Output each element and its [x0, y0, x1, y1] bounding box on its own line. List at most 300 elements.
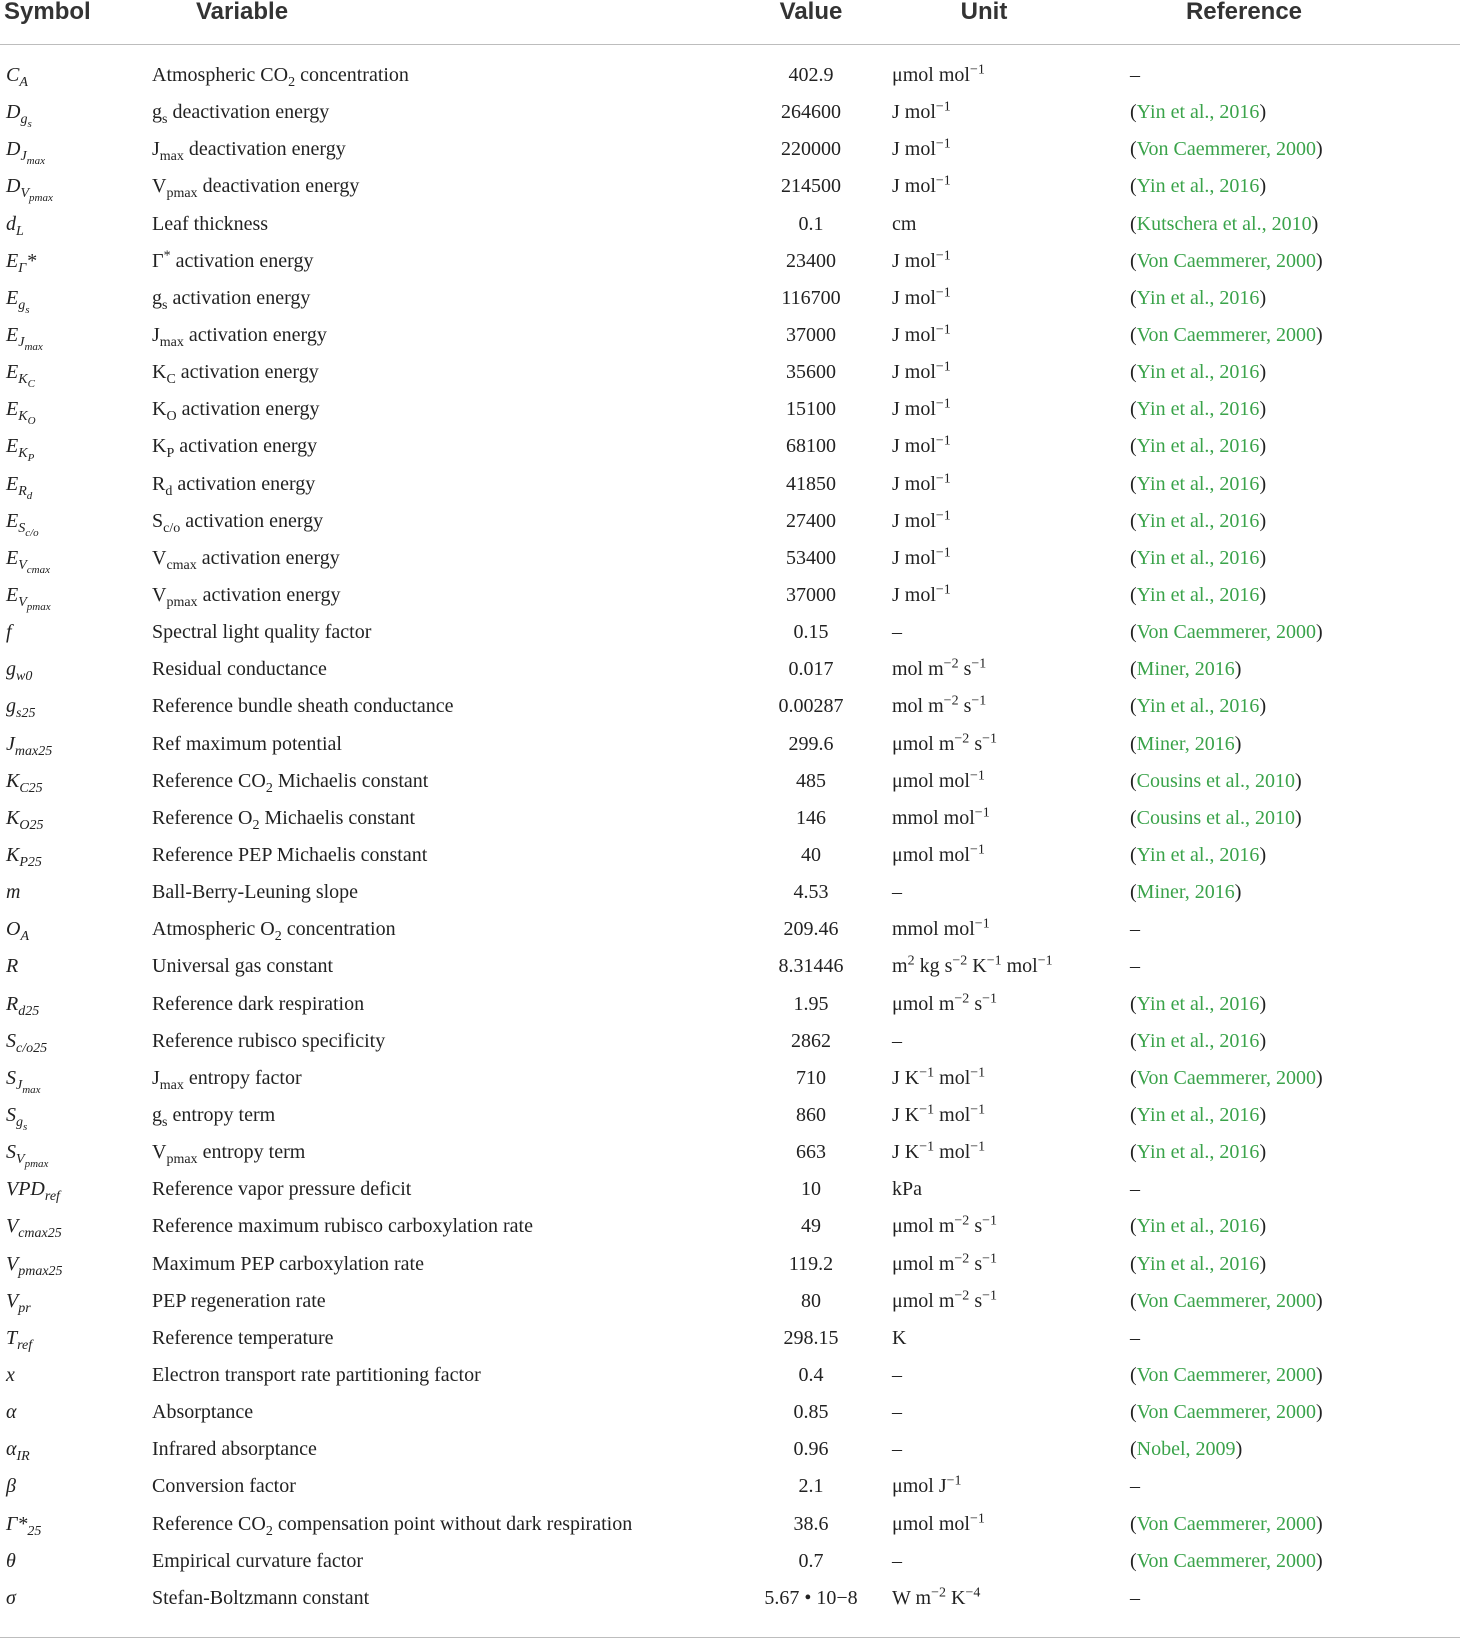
cell-reference[interactable]: [1118, 1394, 1460, 1431]
reference-link[interactable]: Yin et al., 2016: [1136, 361, 1260, 384]
cell-value: 209.46: [783, 918, 839, 941]
symbol-base: E: [6, 398, 19, 421]
table-row: [0, 837, 1460, 874]
table-row: [0, 1283, 1460, 1320]
reference-link[interactable]: Yin et al., 2016: [1136, 992, 1260, 1015]
cell-reference[interactable]: [1118, 1208, 1460, 1245]
header-symbol: Symbol: [0, 0, 148, 45]
cell-value: 35600: [786, 361, 836, 384]
cell-value: 2.1: [798, 1475, 824, 1498]
reference-paren-close: ): [1259, 1141, 1267, 1164]
symbol-suffix: *: [26, 249, 37, 272]
cell-reference[interactable]: [1118, 651, 1460, 688]
cell-value: 4.53: [793, 881, 829, 904]
reference-paren-close: ): [1316, 1549, 1323, 1572]
cell-symbol: [0, 243, 148, 280]
cell-symbol: [0, 1208, 148, 1245]
reference-paren-open: (: [1130, 472, 1137, 495]
cell-reference[interactable]: [1118, 354, 1460, 391]
symbol-base: θ: [6, 1549, 16, 1572]
reference-paren-close: ): [1259, 1215, 1267, 1238]
reference-paren-close: ): [1235, 1438, 1243, 1461]
cell-symbol: [0, 540, 148, 577]
reference-paren-open: (: [1130, 1363, 1137, 1386]
cell-reference[interactable]: [1118, 986, 1460, 1023]
symbol-base: σ: [6, 1586, 16, 1609]
reference-link[interactable]: Miner, 2016: [1136, 732, 1235, 755]
reference-link[interactable]: Miner, 2016: [1136, 658, 1235, 681]
table-row: [0, 391, 1460, 428]
cell-value: 80: [801, 1289, 821, 1312]
reference-link[interactable]: Von Caemmerer, 2000: [1136, 138, 1317, 161]
cell-symbol: [0, 1431, 148, 1468]
cell-value: 299.6: [788, 732, 834, 755]
cell-reference[interactable]: [1118, 1431, 1460, 1468]
symbol-base: E: [6, 324, 19, 347]
cell-reference[interactable]: [1118, 874, 1460, 911]
reference-link[interactable]: Yin et al., 2016: [1136, 1029, 1260, 1052]
cell-unit: –: [892, 621, 902, 644]
reference-paren-close: ): [1259, 584, 1267, 607]
reference-link[interactable]: Yin et al., 2016: [1136, 286, 1260, 309]
reference-link[interactable]: Von Caemmerer, 2000: [1136, 1401, 1317, 1424]
cell-symbol: [0, 1246, 148, 1283]
cell-reference[interactable]: [1118, 1134, 1460, 1171]
cell-reference[interactable]: [1118, 688, 1460, 725]
symbol-subscript: Vpmax: [16, 1152, 49, 1170]
cell-unit: μmol $m^{-2}$ $s^{-1}$: [892, 1213, 998, 1238]
cell-value: 264600: [781, 101, 841, 124]
cell-symbol: [0, 1543, 148, 1580]
cell-reference[interactable]: [1118, 1505, 1460, 1542]
reference-paren-close: ): [1234, 881, 1242, 904]
reference-paren-open: (: [1130, 509, 1137, 532]
cell-reference[interactable]: [1118, 577, 1460, 614]
reference-link[interactable]: Yin et al., 2016: [1136, 1252, 1260, 1275]
reference-link[interactable]: Von Caemmerer, 2000: [1136, 1549, 1317, 1572]
reference-paren-open: (: [1130, 324, 1137, 347]
header-reference: Reference: [1118, 0, 1460, 45]
symbol-subscript: s25: [16, 706, 36, 722]
cell-reference: –: [1130, 1326, 1140, 1349]
table-bottom-rule: [0, 1637, 1460, 1638]
cell-variable: Reference maximum rubisco carboxylation rate: [152, 1215, 533, 1238]
cell-unit: J mol$^{-1}$: [892, 508, 951, 532]
cell-variable: Infrared absorptance: [152, 1438, 317, 1461]
cell-variable: Atmospheric $CO_2$ concentration: [152, 64, 409, 91]
reference-paren-close: ): [1316, 1512, 1323, 1535]
reference-paren-open: (: [1130, 212, 1137, 235]
reference-paren-close: ): [1234, 732, 1242, 755]
reference-paren-close: ): [1234, 658, 1242, 681]
cell-value: 485: [796, 769, 826, 792]
table-row: [0, 1543, 1460, 1580]
table-row: [0, 466, 1460, 503]
reference-link[interactable]: Nobel, 2009: [1136, 1438, 1236, 1461]
table-row: [0, 651, 1460, 688]
reference-link[interactable]: Yin et al., 2016: [1136, 584, 1260, 607]
cell-variable: $V_{pmax}$ activation energy: [152, 584, 341, 611]
cell-symbol: [0, 1320, 148, 1357]
symbol-base: C: [6, 64, 20, 87]
reference-paren-close: ): [1259, 1104, 1267, 1126]
cell-reference[interactable]: [1118, 763, 1460, 800]
cell-unit: μmol $m^{-2}$ $s^{-1}$: [892, 990, 998, 1015]
reference-paren-open: (: [1130, 806, 1137, 829]
reference-link[interactable]: Yin et al., 2016: [1136, 546, 1260, 569]
cell-reference[interactable]: [1118, 131, 1460, 168]
cell-variable: Reference dark respiration: [152, 992, 365, 1015]
cell-unit: J $K^{-1}$ mol$^{-1}$: [892, 1065, 986, 1089]
reference-link[interactable]: Yin et al., 2016: [1136, 1215, 1260, 1238]
table-row: [0, 503, 1460, 540]
symbol-subscript: Jmax: [20, 149, 45, 168]
reference-paren-open: (: [1130, 138, 1137, 161]
table-row: [0, 948, 1460, 985]
table-row: [0, 614, 1460, 651]
table-row: [0, 1246, 1460, 1283]
symbol-subscript: ref: [44, 1189, 60, 1205]
table-row: [0, 1060, 1460, 1097]
symbol-base: d: [6, 212, 16, 235]
cell-symbol: [0, 1505, 148, 1542]
reference-paren-close: ): [1259, 509, 1267, 532]
reference-link[interactable]: Cousins et al., 2010: [1136, 806, 1296, 829]
symbol-base: g: [6, 695, 16, 718]
cell-variable: Atmospheric $O_2$ concentration: [152, 918, 396, 945]
symbol-subscript: pmax25: [18, 1263, 63, 1279]
cell-unit: mol $m^{-2}$ $s^{-1}$: [892, 693, 987, 718]
reference-link[interactable]: Yin et al., 2016: [1136, 398, 1260, 421]
cell-variable: $V_{pmax}$ deactivation energy: [152, 175, 360, 202]
reference-link[interactable]: Cousins et al., 2010: [1136, 769, 1296, 792]
reference-paren-open: (: [1130, 621, 1137, 644]
cell-value: 40: [801, 844, 821, 867]
cell-value: 710: [796, 1066, 826, 1089]
symbol-subscript: Sc/o: [18, 520, 39, 539]
reference-link[interactable]: Yin et al., 2016: [1136, 175, 1260, 198]
reference-link[interactable]: Kutschera et al., 2010: [1136, 212, 1312, 235]
cell-variable: Γ* activation energy: [152, 248, 314, 272]
symbol-subscript: w0: [16, 669, 33, 685]
cell-variable: $J_{max}$ deactivation energy: [152, 138, 346, 165]
cell-reference[interactable]: [1118, 1283, 1460, 1320]
cell-symbol: [0, 837, 148, 874]
table-row: [0, 726, 1460, 763]
reference-link[interactable]: Miner, 2016: [1136, 881, 1235, 904]
reference-paren-open: (: [1130, 361, 1137, 384]
cell-variable: $g_s$ deactivation energy: [152, 101, 330, 128]
symbol-subscript: ref: [17, 1337, 33, 1353]
reference-paren-open: (: [1130, 584, 1137, 607]
table-row: [0, 1023, 1460, 1060]
reference-paren-open: (: [1130, 1029, 1137, 1052]
cell-variable: Reference $CO_2$ Michaelis constant: [152, 769, 429, 796]
reference-paren-close: ): [1259, 992, 1267, 1015]
reference-paren-open: (: [1130, 1438, 1137, 1461]
cell-reference[interactable]: [1118, 614, 1460, 651]
cell-unit: J mol$^{-1}$: [892, 136, 951, 161]
cell-variable: Absorptance: [152, 1401, 254, 1424]
cell-variable: $V_{pmax}$ entropy term: [152, 1141, 306, 1168]
reference-paren-open: (: [1130, 844, 1137, 867]
cell-unit: mmol mol$^{-1}$: [892, 916, 990, 941]
cell-symbol: [0, 1134, 148, 1171]
cell-reference[interactable]: [1118, 1543, 1460, 1580]
reference-paren-open: (: [1130, 435, 1137, 458]
cell-unit: mol $m^{-2}$ $s^{-1}$: [892, 656, 987, 681]
cell-symbol: [0, 1468, 148, 1505]
cell-variable: $R_d$ activation energy: [152, 472, 316, 499]
reference-paren-open: (: [1130, 1066, 1137, 1089]
reference-link[interactable]: Von Caemmerer, 2000: [1136, 1289, 1317, 1312]
symbol-base: α: [6, 1401, 17, 1424]
reference-link[interactable]: Yin et al., 2016: [1136, 1104, 1260, 1126]
cell-unit: J $K^{-1}$ mol$^{-1}$: [892, 1139, 986, 1164]
cell-unit: J mol$^{-1}$: [892, 545, 951, 569]
reference-link[interactable]: Yin et al., 2016: [1136, 472, 1260, 495]
cell-reference[interactable]: [1118, 94, 1460, 131]
symbol-base: S: [6, 1066, 16, 1089]
header-variable: Variable: [148, 0, 744, 45]
cell-reference[interactable]: [1118, 317, 1460, 354]
symbol-base: m: [6, 881, 21, 904]
table-row: [0, 911, 1460, 948]
cell-variable: Stefan-Boltzmann constant: [152, 1586, 370, 1609]
table-row: [0, 280, 1460, 317]
cell-value: 38.6: [793, 1512, 829, 1535]
reference-link[interactable]: Von Caemmerer, 2000: [1136, 324, 1317, 347]
symbol-subscript: P25: [19, 855, 42, 871]
reference-link[interactable]: Yin et al., 2016: [1136, 844, 1260, 867]
cell-reference[interactable]: [1118, 837, 1460, 874]
header-row: [0, 0, 1460, 45]
cell-unit: –: [892, 1029, 902, 1052]
cell-symbol: [0, 206, 148, 243]
reference-paren-open: (: [1130, 769, 1137, 792]
cell-reference[interactable]: [1118, 726, 1460, 763]
symbol-subscript: Vpmax: [20, 186, 53, 205]
symbol-base: E: [6, 361, 19, 384]
cell-symbol: [0, 651, 148, 688]
reference-paren-open: (: [1130, 249, 1137, 272]
table-row: [0, 763, 1460, 800]
cell-value: 116700: [781, 286, 841, 309]
symbol-subscript: 25: [27, 1523, 42, 1539]
symbol-subscript: O25: [19, 817, 44, 833]
reference-paren-close: ): [1311, 212, 1319, 235]
table-row: [0, 688, 1460, 725]
cell-reference[interactable]: [1118, 800, 1460, 837]
symbol-subscript: Vpmax: [18, 595, 51, 613]
cell-variable: $V_{cmax}$ activation energy: [152, 546, 340, 573]
cell-value: 53400: [786, 546, 836, 569]
cell-variable: Reference PEP Michaelis constant: [152, 844, 428, 867]
symbol-base: D: [6, 101, 21, 124]
reference-paren-open: (: [1130, 695, 1137, 718]
cell-unit: J $K^{-1}$ mol$^{-1}$: [892, 1102, 986, 1126]
cell-symbol: [0, 1394, 148, 1431]
symbol-base: g: [6, 658, 16, 681]
symbol-base: E: [6, 472, 19, 495]
cell-reference[interactable]: [1118, 280, 1460, 317]
cell-value: 37000: [786, 324, 836, 347]
symbol-subscript: pr: [18, 1300, 31, 1316]
symbol-subscript: Jmax: [18, 335, 43, 353]
cell-reference[interactable]: [1118, 1023, 1460, 1060]
cell-unit: J mol$^{-1}$: [892, 173, 951, 198]
cell-variable: Reference vapor pressure deficit: [152, 1178, 412, 1201]
cell-unit: –: [892, 1549, 902, 1572]
reference-paren-close: ): [1316, 1401, 1323, 1424]
reference-link[interactable]: Yin et al., 2016: [1136, 101, 1260, 124]
reference-paren-close: ): [1259, 1029, 1267, 1052]
cell-variable: Reference rubisco specificity: [152, 1029, 386, 1052]
reference-paren-open: (: [1130, 1289, 1137, 1312]
cell-value: 8.31446: [778, 955, 844, 978]
cell-variable: $K_P$ activation energy: [152, 435, 318, 462]
symbol-base: E: [6, 509, 19, 532]
symbol-base: β: [6, 1475, 16, 1498]
cell-unit: W $m^{-2}$ $K^{-4}$: [892, 1585, 981, 1609]
symbol-base: V: [6, 1215, 19, 1238]
symbol-subscript: gs: [20, 112, 32, 130]
reference-paren-open: (: [1130, 1512, 1137, 1535]
cell-reference[interactable]: [1118, 1246, 1460, 1283]
cell-symbol: [0, 1023, 148, 1060]
table-row: [0, 1134, 1460, 1171]
cell-value: 0.15: [793, 621, 829, 644]
cell-symbol: [0, 986, 148, 1023]
cell-value: 41850: [786, 472, 836, 495]
reference-link[interactable]: Yin et al., 2016: [1136, 1141, 1260, 1164]
reference-paren-open: (: [1130, 732, 1137, 755]
symbol-subscript: Vcmax: [18, 557, 50, 576]
symbol-subscript: A: [20, 929, 30, 945]
cell-variable: Reference $O_2$ Michaelis constant: [152, 806, 416, 833]
cell-unit: J mol$^{-1}$: [892, 582, 951, 607]
reference-link[interactable]: Yin et al., 2016: [1136, 435, 1260, 458]
symbol-base: f: [6, 621, 12, 644]
reference-link[interactable]: Von Caemmerer, 2000: [1136, 249, 1317, 272]
reference-paren-open: (: [1130, 1141, 1137, 1164]
cell-reference[interactable]: [1118, 391, 1460, 428]
cell-unit: K: [892, 1326, 907, 1349]
reference-paren-close: ): [1259, 101, 1267, 124]
symbol-subscript: cmax25: [18, 1226, 62, 1242]
symbol-base: V: [6, 1289, 19, 1312]
cell-unit: $m^2$ kg $s^{-2}$ $K^{-1}$ mol$^{-1}$: [892, 953, 1053, 978]
symbol-base: O: [6, 918, 21, 941]
table-row: [0, 1097, 1460, 1134]
cell-reference: –: [1130, 918, 1140, 941]
reference-paren-open: (: [1130, 101, 1137, 124]
table-row: [0, 243, 1460, 280]
reference-link[interactable]: Von Caemmerer, 2000: [1136, 621, 1317, 644]
cell-variable: Conversion factor: [152, 1475, 296, 1498]
cell-unit: μmol $J^{-1}$: [892, 1473, 962, 1498]
cell-reference: –: [1130, 1178, 1140, 1201]
cell-reference[interactable]: [1118, 168, 1460, 205]
reference-link[interactable]: Yin et al., 2016: [1136, 695, 1260, 718]
symbol-base: E: [6, 286, 19, 309]
symbol-subscript: gs: [18, 297, 30, 316]
reference-paren-close: ): [1259, 175, 1267, 198]
cell-unit: J mol$^{-1}$: [892, 433, 951, 458]
cell-unit: –: [892, 1438, 902, 1461]
cell-reference[interactable]: [1118, 1060, 1460, 1097]
header-value: Value: [744, 0, 878, 45]
cell-variable: Ball-Berry-Leuning slope: [152, 881, 359, 904]
cell-value: 15100: [786, 398, 836, 421]
table-header: [0, 0, 1460, 45]
cell-symbol: [0, 280, 148, 317]
cell-variable: Electron transport rate partitioning factor: [152, 1363, 481, 1386]
cell-value: 1.95: [793, 992, 829, 1015]
reference-link[interactable]: Von Caemmerer, 2000: [1136, 1363, 1317, 1386]
symbol-base: J: [6, 732, 15, 755]
cell-unit: –: [892, 881, 902, 904]
reference-link[interactable]: Von Caemmerer, 2000: [1136, 1512, 1317, 1535]
cell-symbol: [0, 911, 148, 948]
cell-reference[interactable]: [1118, 1357, 1460, 1394]
cell-symbol: [0, 131, 148, 168]
reference-paren-open: (: [1130, 286, 1137, 309]
cell-reference[interactable]: [1118, 1097, 1460, 1134]
cell-reference[interactable]: [1118, 503, 1460, 540]
cell-symbol: [0, 1060, 148, 1097]
cell-unit: μmol $m^{-2}$ $s^{-1}$: [892, 730, 998, 755]
cell-unit: J mol$^{-1}$: [892, 322, 951, 347]
cell-symbol: [0, 800, 148, 837]
cell-reference[interactable]: [1118, 428, 1460, 465]
cell-reference[interactable]: [1118, 206, 1460, 243]
cell-unit: μmol $m^{-2}$ $s^{-1}$: [892, 1250, 998, 1275]
cell-variable: Residual conductance: [152, 658, 327, 681]
table-row: [0, 1208, 1460, 1245]
cell-unit: μmol mol$^{-1}$: [892, 768, 985, 792]
cell-unit: kPa: [892, 1178, 922, 1201]
cell-variable: Maximum PEP carboxylation rate: [152, 1252, 424, 1275]
symbol-base: T: [6, 1326, 18, 1349]
cell-variable: Universal gas constant: [152, 955, 334, 978]
cell-reference: –: [1130, 1475, 1140, 1498]
reference-link[interactable]: Yin et al., 2016: [1136, 509, 1260, 532]
reference-paren-close: ): [1316, 249, 1323, 272]
cell-reference[interactable]: [1118, 243, 1460, 280]
cell-value: 402.9: [788, 64, 834, 87]
reference-paren-close: ): [1259, 546, 1267, 569]
cell-value: 146: [796, 806, 826, 829]
cell-reference[interactable]: [1118, 466, 1460, 503]
cell-variable: Leaf thickness: [152, 212, 269, 235]
cell-reference[interactable]: [1118, 540, 1460, 577]
symbol-subscript: L: [16, 223, 24, 239]
reference-paren-open: (: [1130, 992, 1137, 1015]
cell-value: 0.96: [793, 1438, 829, 1461]
cell-symbol: [0, 168, 148, 205]
table-row: [0, 131, 1460, 168]
cell-symbol: [0, 1357, 148, 1394]
table-row: [0, 800, 1460, 837]
cell-variable: PEP regeneration rate: [152, 1289, 326, 1312]
cell-variable: Spectral light quality factor: [152, 621, 372, 644]
reference-paren-close: ): [1259, 286, 1267, 309]
reference-link[interactable]: Von Caemmerer, 2000: [1136, 1066, 1317, 1089]
reference-paren-close: ): [1259, 435, 1267, 458]
cell-unit: mmol mol$^{-1}$: [892, 805, 990, 829]
symbol-base: α: [6, 1438, 17, 1461]
